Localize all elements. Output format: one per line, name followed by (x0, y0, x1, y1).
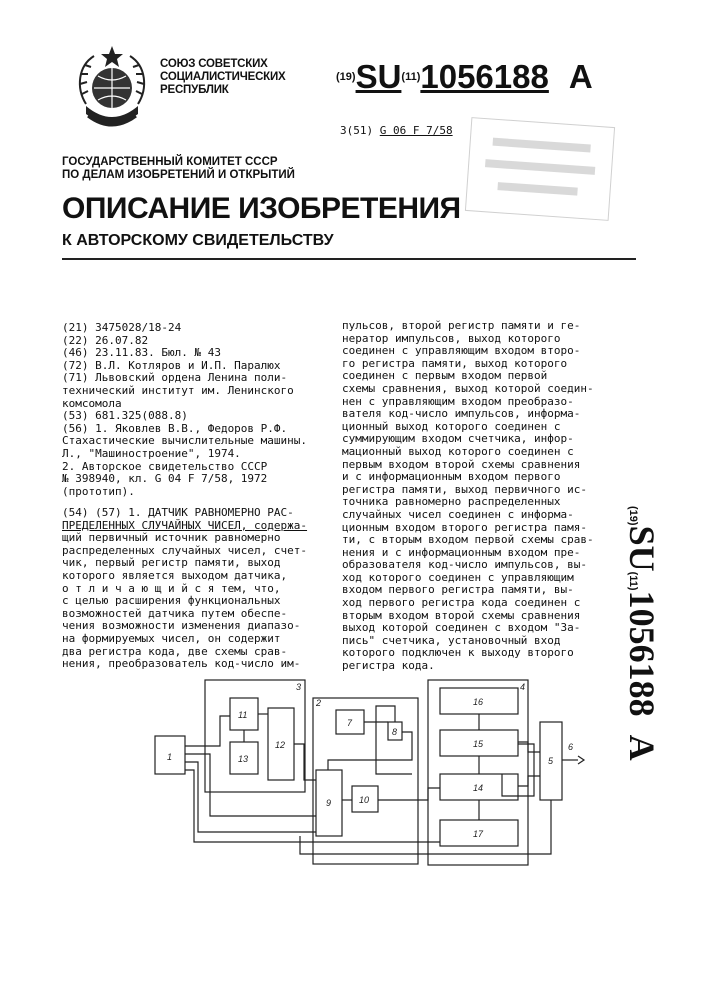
library-stamp (465, 117, 615, 221)
diagram-label-13: 13 (238, 754, 249, 764)
block-diagram (150, 676, 590, 876)
claim-line: ход первого регистра кода соединен с (342, 596, 581, 610)
margin-country: SU (622, 525, 662, 572)
biblio-line: (22) 26.07.82 (62, 333, 149, 347)
biblio-line: технический институт им. Ленинского (62, 383, 294, 397)
document-title: ОПИСАНИЕ ИЗОБРЕТЕНИЯ (62, 192, 461, 225)
biblio-line: (53) 681.325(088.8) (62, 409, 188, 423)
claim-line: (54) (57) 1. ДАТЧИК РАВНОМЕРНО РАС- (62, 506, 294, 519)
patent-number-header (336, 58, 593, 96)
country-line: СОЮЗ СОВЕТСКИХ (160, 58, 268, 70)
claim-line: щий первичный источник равномерно (62, 531, 281, 545)
claim-line: точника равномерно распределенных (342, 495, 561, 509)
claim-line: регистра памяти, выход первичного ис- (342, 482, 588, 496)
diagram-label-11: 11 (238, 710, 248, 720)
claim-line: образователя код-число импульсов, вы- (342, 558, 588, 572)
diagram-label-12: 12 (275, 740, 286, 750)
ussr-emblem (72, 44, 152, 136)
claim-line: ционным входом второго регистра памя- (342, 520, 588, 534)
inid-code-11: (11) (401, 71, 421, 83)
claim-line: соединен с первым входом первой (342, 369, 548, 383)
ipc-class: G 06 F 7/58 (379, 124, 453, 137)
diagram-label-16: 16 (473, 697, 484, 707)
claim-left-column (62, 507, 332, 671)
claim-line: вателя код-число импульсов, информа- (342, 407, 581, 421)
diagram-label-9: 9 (326, 798, 332, 808)
claim-line: чик, первый регистр памяти, выход (62, 556, 281, 570)
claim-line: ционный выход которого соединен с (342, 419, 561, 433)
kind-code: A (568, 58, 593, 95)
claim-line: и с информационным входом первого (342, 470, 561, 484)
margin-number: 1056188 (622, 590, 662, 717)
biblio-line: (72) В.Л. Котляров и И.П. Паралюх (62, 358, 281, 372)
country-name (160, 58, 286, 97)
biblio-line: (46) 23.11.83. Бюл. № 43 (62, 346, 221, 360)
claim-line: которого является выходом датчика, (62, 568, 288, 582)
margin-inid-19: (19) (627, 506, 639, 526)
diagram-label-2: 2 (316, 698, 322, 708)
diagram-label-17: 17 (473, 829, 484, 839)
inid-code-19: (19) (336, 71, 356, 83)
claim-line: распределенных случайных чисел, счет- (62, 543, 308, 557)
claim-line: пульсов, второй регистр памяти и ге- (342, 319, 581, 332)
diagram-label-4: 4 (520, 682, 526, 692)
margin-inid-11: (11) (627, 571, 639, 591)
claim-line: с целью расширения функциональных (62, 594, 281, 608)
committee-name (62, 156, 295, 182)
biblio-line: (прототип). (62, 484, 135, 498)
diagram-label-15: 15 (473, 739, 484, 749)
claim-line: схемы сравнения, выход которой соедин- (342, 381, 594, 395)
ipc-classification (340, 124, 453, 137)
diagram-label-8: 8 (392, 727, 398, 737)
patent-number: 1056188 (420, 58, 549, 95)
claim-line: ти, с вторым входом первой схемы срав- (342, 533, 594, 547)
biblio-line: № 398940, кл. G 04 F 7/58, 1972 (62, 472, 268, 486)
ipc-inid: 3(51) (340, 124, 374, 137)
diagram-label-6: 6 (568, 742, 574, 752)
claim-line: вторым входом второй схемы сравнения (342, 608, 581, 622)
claim-line: мационный выход которого соединен с (342, 444, 574, 458)
claim-line: первым входом второй схемы сравнения (342, 457, 581, 471)
diagram-label-7: 7 (347, 718, 353, 728)
claim-line: два регистра кода, две схемы срав- (62, 644, 288, 658)
country-line: СОЦИАЛИСТИЧЕСКИХ (160, 71, 286, 83)
committee-line: ПО ДЕЛАМ ИЗОБРЕТЕНИЙ И ОТКРЫТИЙ (62, 169, 295, 181)
claim-line: возможностей датчика путем обеспе- (62, 606, 288, 620)
claim-line: регистра кода. (342, 659, 435, 673)
country-line: РЕСПУБЛИК (160, 84, 229, 96)
claim-line: ход которого соединен с управляющим (342, 570, 574, 584)
claim-line: нения, преобразователь код-число им- (62, 657, 301, 671)
claim-line: нен с управляющим входом преобразо- (342, 394, 574, 408)
claim-line: суммирующим входом счетчика, инфор- (342, 432, 574, 446)
claim-line: нения и с информационным входом пре- (342, 545, 581, 559)
country-code: SU (355, 58, 402, 95)
bibliographic-data (62, 322, 332, 498)
biblio-line: комсомола (62, 396, 122, 410)
claim-line: соединен с управляющим входом второ- (342, 344, 581, 358)
diagram-label-10: 10 (359, 795, 370, 805)
claim-line: о т л и ч а ю щ и й с я тем, что, (62, 581, 281, 595)
claim-line: выход которой соединен с входом "За- (342, 621, 581, 635)
diagram-label-5: 5 (548, 756, 554, 766)
claim-line: случайных чисел соединен с информа- (342, 507, 574, 521)
claim-line: на формируемых чисел, он содержит (62, 631, 281, 645)
margin-patent-number (622, 506, 662, 846)
claim-line: входом первого регистра памяти, вы- (342, 583, 574, 597)
claim-line: го регистра памяти, выход которого (342, 356, 568, 370)
committee-line: ГОСУДАРСТВЕННЫЙ КОМИТЕТ СССР (62, 156, 278, 168)
margin-kind: A (622, 734, 662, 761)
diagram-label-3: 3 (296, 682, 302, 692)
diagram-label-14: 14 (473, 783, 484, 793)
diagram-label-1: 1 (167, 752, 173, 762)
claim-line: чения возможности изменения диапазо- (62, 619, 301, 633)
claim-right-column (342, 320, 614, 673)
claim-line: пись" счетчика, установочный вход (342, 633, 561, 647)
biblio-line: Л., "Машиностроение", 1974. (62, 446, 241, 460)
biblio-line: (71) Львовский ордена Ленина поли- (62, 371, 288, 385)
biblio-line: (21) 3475028/18-24 (62, 321, 182, 334)
claim-line: нератор импульсов, выход которого (342, 331, 561, 345)
title-rule (62, 258, 636, 260)
biblio-line: (56) 1. Яковлев В.В., Федоров Р.Ф. (62, 421, 288, 435)
document-subtitle: К АВТОРСКОМУ СВИДЕТЕЛЬСТВУ (62, 232, 334, 249)
biblio-line: 2. Авторское свидетельство СССР (62, 459, 268, 473)
claim-line: которого подключен к выходу второго (342, 646, 574, 660)
claim-line: ПРЕДЕЛЕННЫХ СЛУЧАЙНЫХ ЧИСЕЛ, содержа- (62, 518, 308, 532)
biblio-line: Стахастические вычислительные машины. (62, 434, 308, 448)
